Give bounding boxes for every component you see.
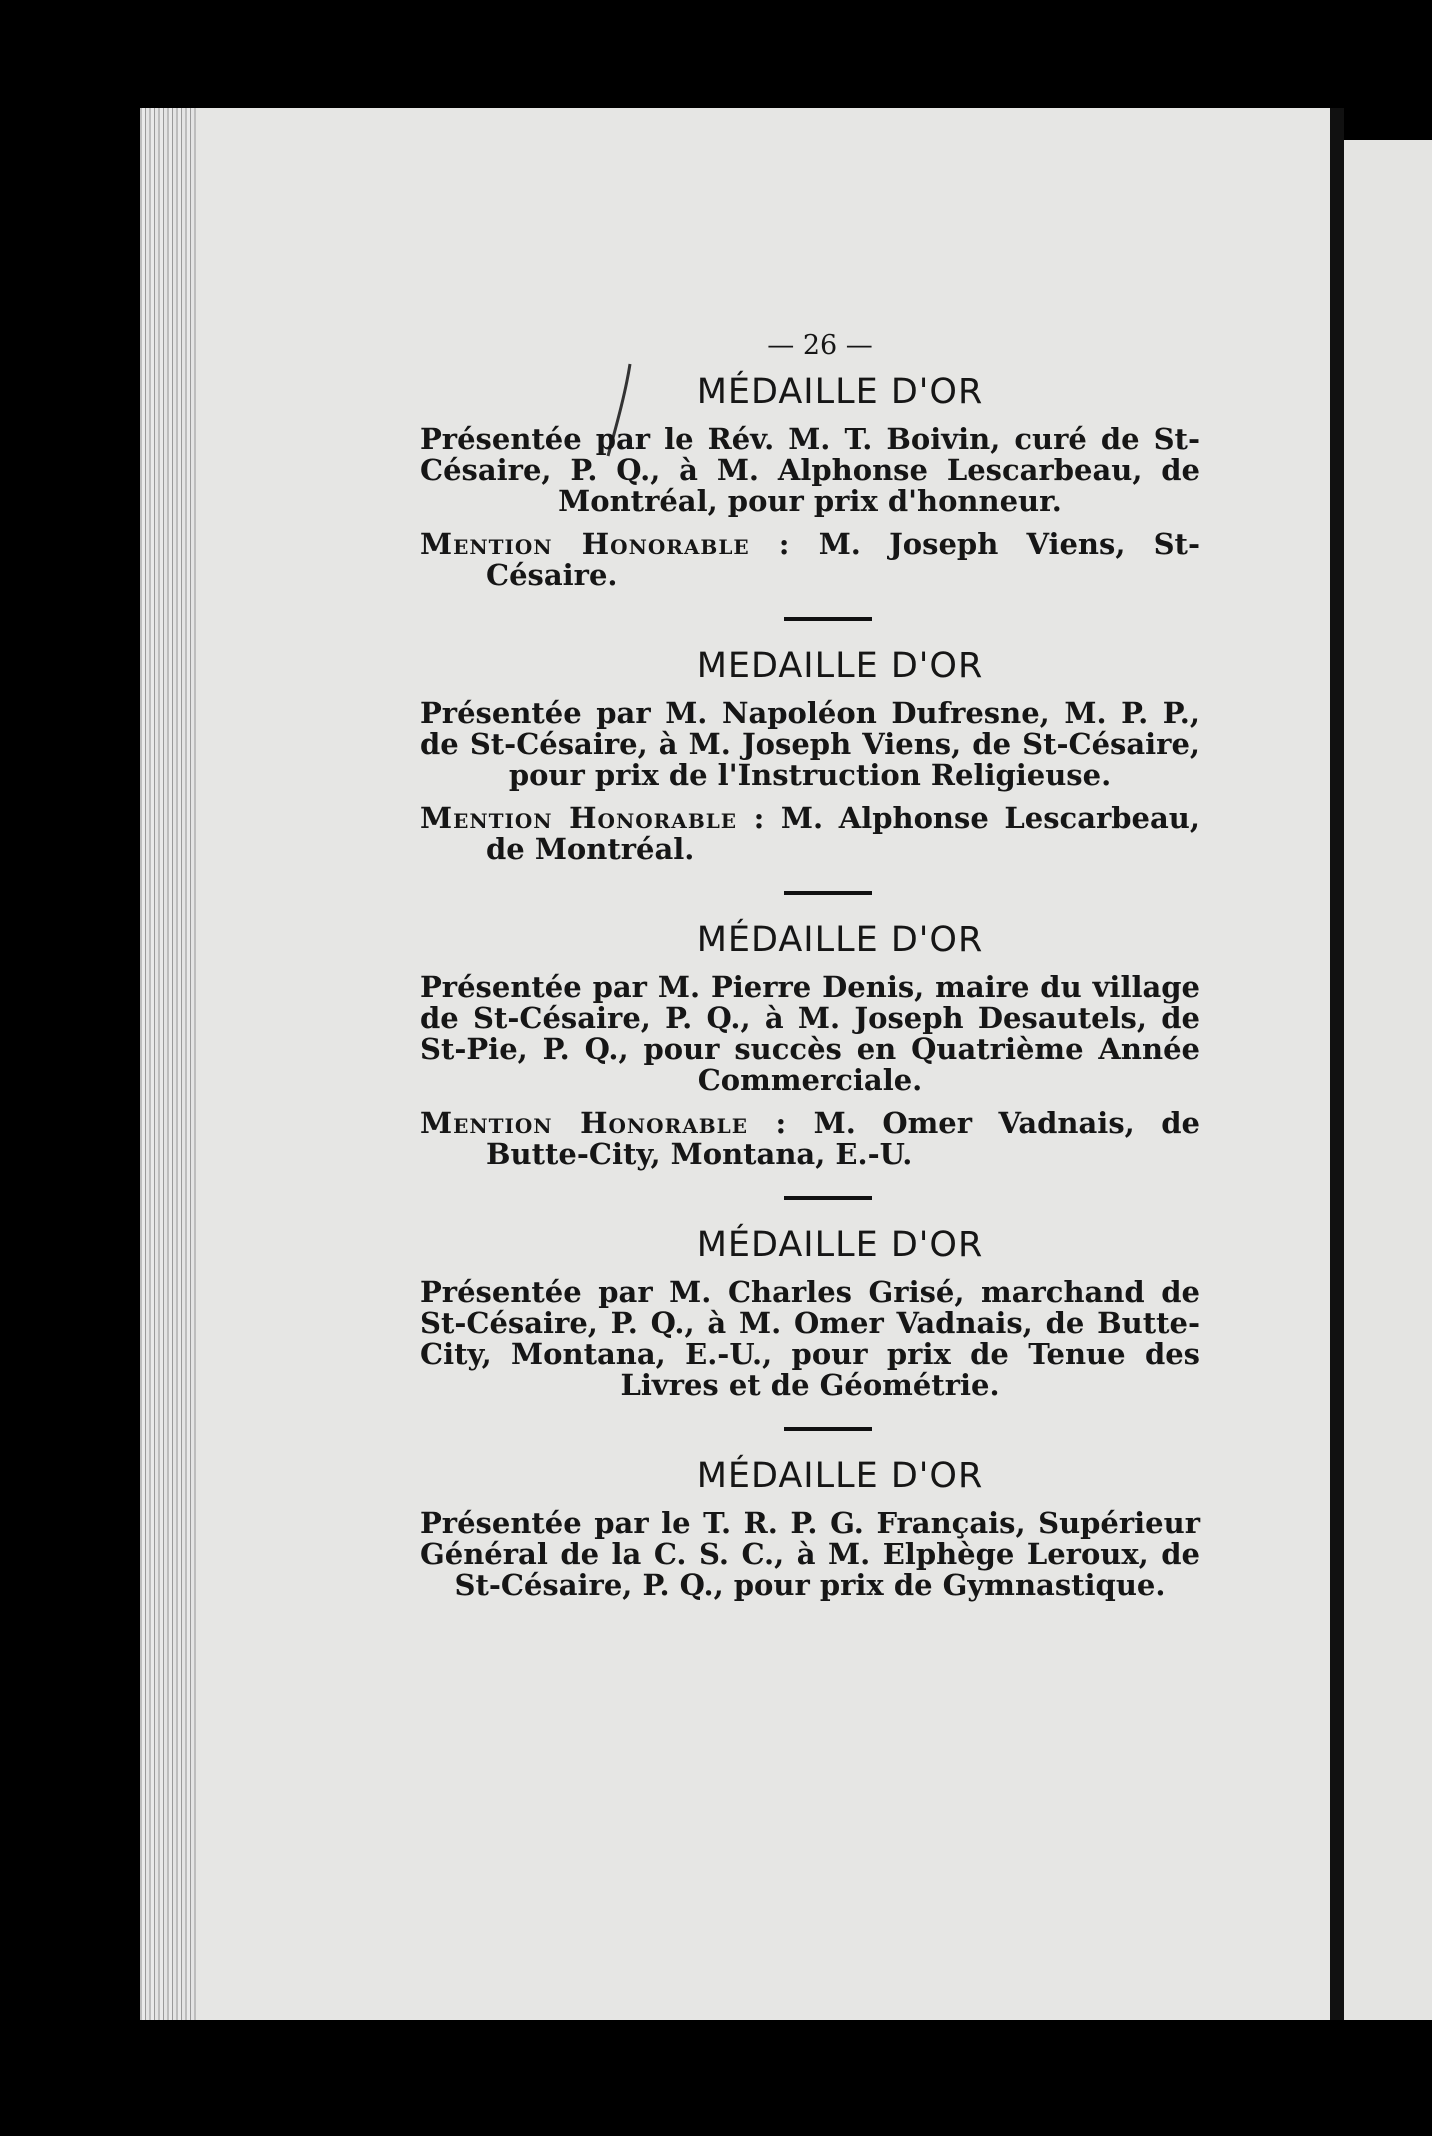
award-heading: MÉDAILLE D'OR (696, 920, 984, 960)
mention-text: M. Joseph Viens, St-Césaire. (486, 527, 1200, 592)
mention-label: Mention Honorable : (420, 1106, 788, 1140)
award-description: Présentée par le Rév. M. T. Boivin, curé de St-Césaire, P. Q., à M. Alphonse Lescarbeau, de Montréal, pour prix d'honneur. (420, 422, 1200, 518)
honorable-mention (420, 1108, 1200, 1170)
mention-text: M. Alphonse Lescarbeau, de Montréal. (486, 801, 1200, 866)
adjacent-page (1344, 140, 1432, 2020)
award-description: Présentée par M. Charles Grisé, marchand de St-Césaire, P. Q., à M. Omer Vadnais, de Butte-City, Montana, E.-U., pour prix de Tenue des Livres et de Géométrie. (420, 1275, 1200, 1402)
mention-label: Mention Honorable : (420, 527, 791, 561)
award-description: Présentée par M. Pierre Denis, maire du village de St-Césaire, P. Q., à M. Joseph Desautels, de St-Pie, P. Q., pour succès en Quatrième Année Commerciale. (420, 970, 1200, 1097)
mention-label: Mention Honorable : (420, 801, 766, 835)
section-divider (784, 1427, 872, 1431)
book-gutter (1330, 108, 1344, 2020)
mention-text: M. Omer Vadnais, de Butte-City, Montana, E.-U. (486, 1106, 1200, 1171)
honorable-mention (420, 529, 1200, 591)
award-heading: MEDAILLE D'OR (696, 646, 984, 686)
page-content (420, 330, 1200, 1613)
honorable-mention (420, 803, 1200, 865)
award-entry-4 (420, 1225, 1200, 1402)
section-divider (784, 1196, 872, 1200)
award-entry-5 (420, 1456, 1200, 1602)
award-description: Présentée par le T. R. P. G. Français, Supérieur Général de la C. S. C., à M. Elphège Leroux, de St-Césaire, P. Q., pour prix de Gymnastique. (420, 1506, 1200, 1602)
award-heading: MÉDAILLE D'OR (696, 1456, 984, 1496)
award-entry-3 (420, 920, 1200, 1171)
section-divider (784, 617, 872, 621)
award-entry-2 (420, 646, 1200, 866)
page-stack-edge (140, 108, 196, 2020)
award-heading: MÉDAILLE D'OR (696, 372, 984, 412)
award-entry-1 (420, 372, 1200, 592)
page-number: — 26 — (767, 330, 873, 361)
section-divider (784, 891, 872, 895)
award-description: Présentée par M. Napoléon Dufresne, M. P. P., de St-Césaire, à M. Joseph Viens, de St-Césaire, pour prix de l'Instruction Religieuse. (420, 696, 1200, 792)
award-heading: MÉDAILLE D'OR (696, 1225, 984, 1265)
